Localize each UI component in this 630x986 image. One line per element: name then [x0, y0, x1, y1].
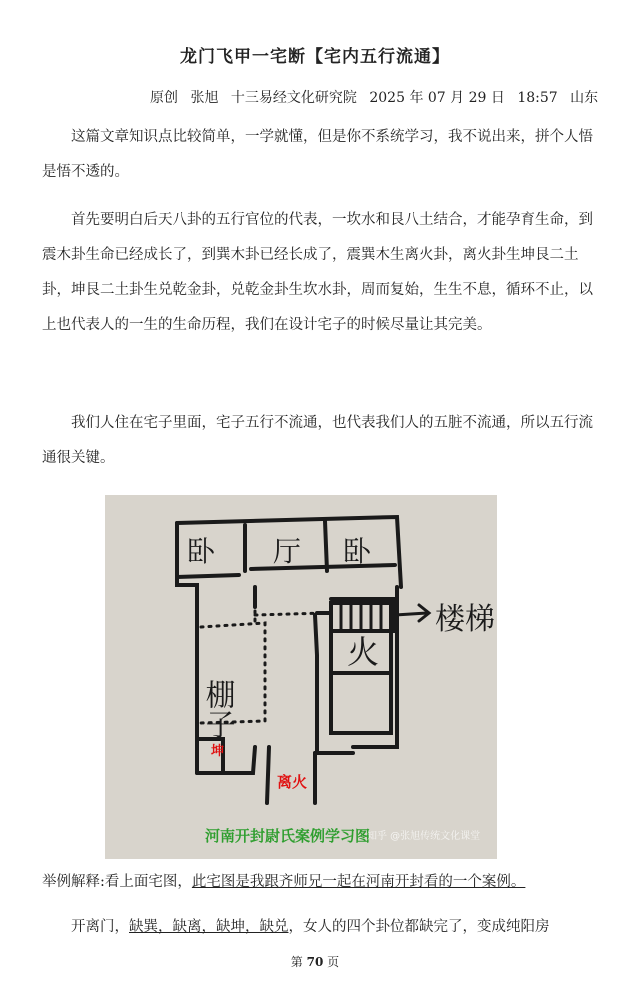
meta-author[interactable]: 张旭 [190, 90, 219, 106]
outer-wall [267, 747, 269, 803]
page-number: 70 [306, 955, 324, 969]
arrow-line [395, 613, 427, 615]
paragraph-1: 这篇文章知识点比较简单，一学就懂，但是你不系统学习，我不说出来，拼个人悟是悟不透的。 [42, 129, 593, 180]
outer-wall [197, 747, 255, 773]
example-prefix: 举例解释:看上面宅图， [42, 874, 192, 890]
floor-plan-drawing [105, 495, 497, 859]
article-meta [150, 87, 606, 107]
label-room-mid: 厅 [273, 535, 302, 568]
footer-suffix: 页 [327, 955, 340, 969]
label-li-fire: 离火 [277, 773, 308, 791]
room-divider [177, 575, 239, 577]
page-footer [0, 953, 630, 970]
meta-org[interactable]: 十三易经文化研究院 [230, 90, 357, 106]
figure-caption: 河南开封尉氏案例学习图 [205, 827, 371, 845]
paragraph-2: 首先要明白后天八卦的五行官位的代表，一坎水和艮八土结合，才能孕育生命，到震木卦生命已经成长了，到巽木卦已经长成了，震巽木生离火卦，离火卦生坤艮二土卦，坤艮二土卦生兑乾金卦，兑乾金卦生坎水卦，周而复始，生生不息，循环不止，以上也代表人的一生的生命历程，我们在设计宅子的时候尽量让其完美。 [42, 212, 593, 333]
label-room-right: 卧 [343, 535, 372, 568]
meta-type: 原创 [150, 90, 178, 106]
p5-end: ，女人的四个卦位都缺完了，变成纯阳房 [288, 919, 550, 935]
corridor-wall [315, 615, 317, 753]
meta-place: 山东 [570, 90, 599, 106]
p5-start: 开离门， [71, 919, 129, 935]
label-room-left: 卧 [187, 535, 216, 568]
example-explanation [42, 871, 602, 893]
label-kun: 坤 [211, 744, 225, 759]
article-title: 龙门飞甲一宅断【宅内五行流通】 [180, 47, 450, 67]
meta-date: 2025 年 07 月 29 日 [369, 90, 505, 106]
paragraph-3: 我们人住在宅子里面，宅子五行不流通，也代表我们人的五脏不流通，所以五行流通很关键。 [42, 415, 593, 466]
label-stairs: 楼梯 [435, 602, 495, 637]
example-underlined: 此宅图是我跟齐师兄一起在河南开封看的一个案例。 [191, 874, 526, 890]
paragraph-5 [42, 916, 602, 938]
label-fire: 火 [347, 633, 380, 671]
figure-watermark: 知乎 @张旭传统文化课堂 [367, 831, 481, 842]
floor-plan-figure[interactable] [105, 495, 497, 859]
p5-underlined: 缺巽，缺离，缺坤，缺兑 [129, 919, 289, 935]
label-shed: 棚子 [199, 679, 235, 739]
meta-time: 18:57 [517, 90, 558, 106]
room-divider [325, 521, 327, 571]
footer-prefix: 第 [290, 955, 303, 969]
